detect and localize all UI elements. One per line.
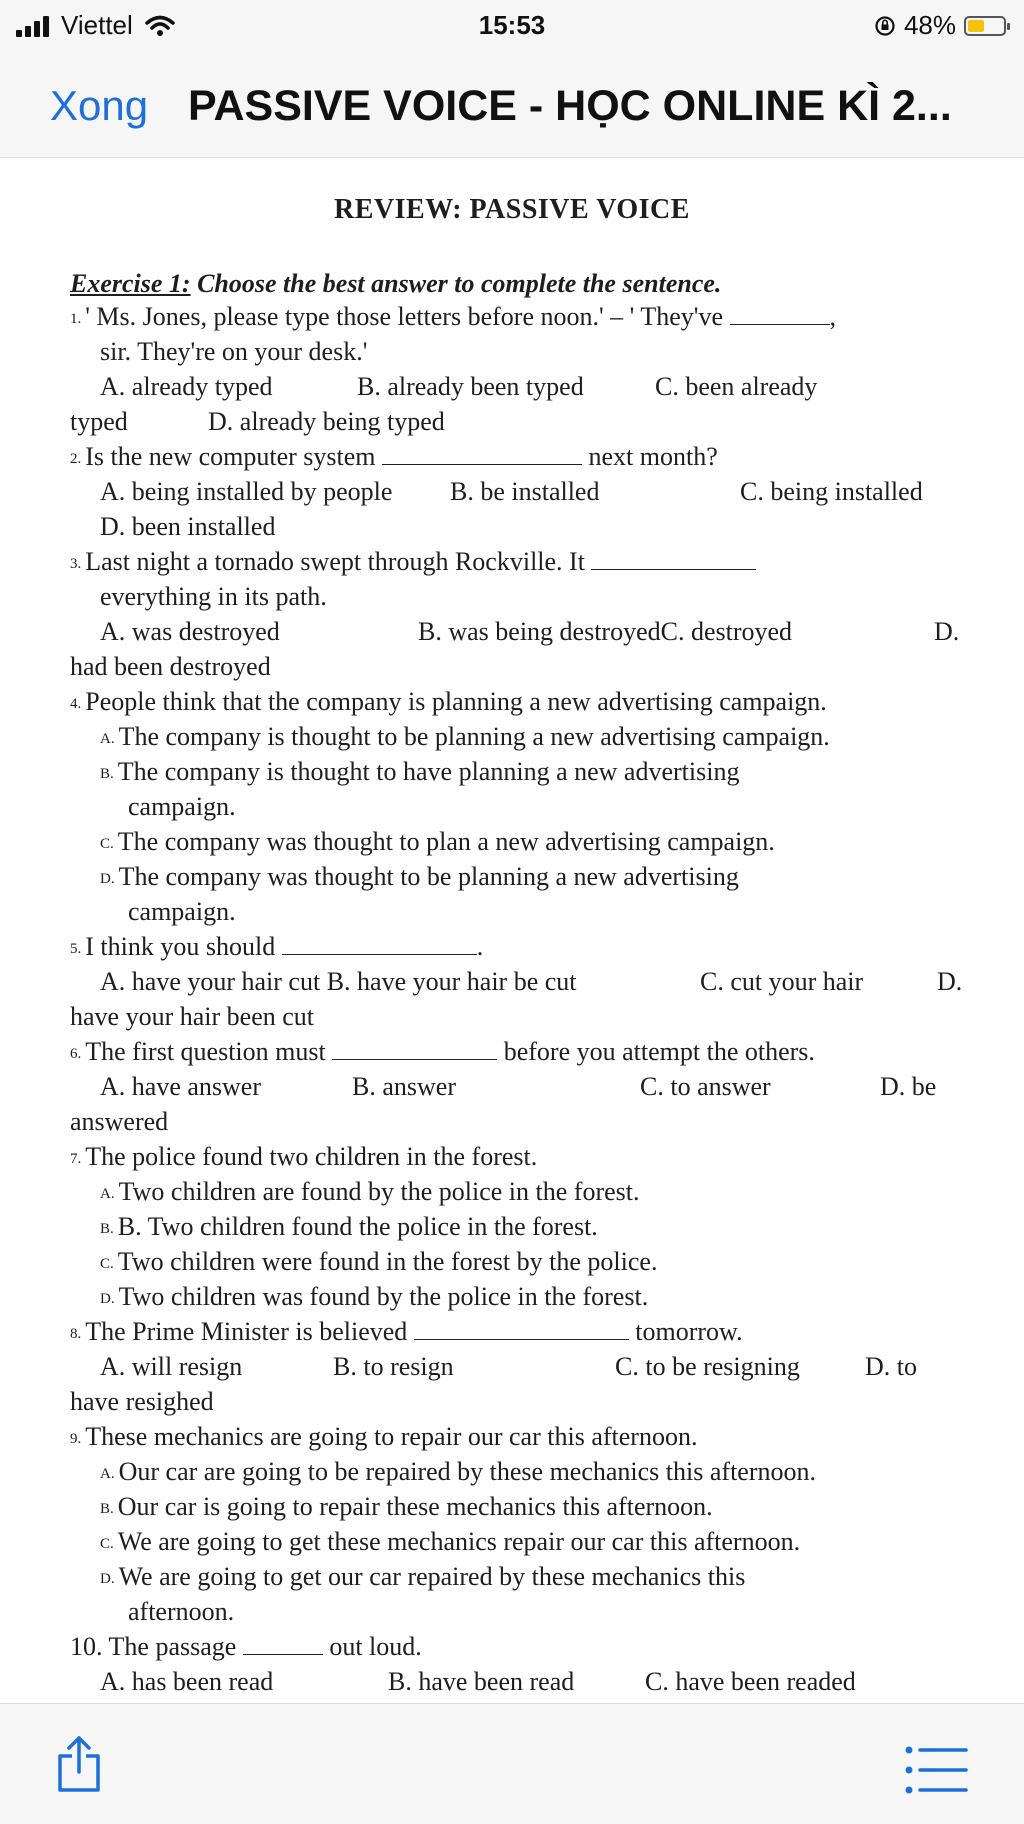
option-d-cont: answered	[70, 1107, 169, 1136]
question-8	[70, 1316, 743, 1350]
option-text: Two children were found in the forest by the police.	[117, 1247, 658, 1276]
option-c: C. have been readed	[645, 1667, 856, 1696]
option-c: C. being installed	[740, 477, 923, 506]
option-text: The company is thought to be planning a new advertising campaign.	[118, 722, 830, 751]
clock: 15:53	[478, 10, 546, 40]
option-b: B. have been read	[388, 1667, 575, 1696]
option-d	[100, 861, 739, 895]
option-d: D.	[937, 967, 963, 996]
question-9	[70, 1421, 697, 1455]
option-a: A. has been read	[100, 1667, 274, 1696]
question-text: These mechanics are going to repair our car this afternoon.	[85, 1422, 698, 1451]
question-number: 8.	[70, 1326, 82, 1343]
answer-blank	[414, 1317, 629, 1340]
option-mark: B.	[100, 1221, 114, 1238]
option-text: The company was thought to be planning a new advertising	[118, 862, 739, 891]
option-mark: D.	[100, 871, 115, 888]
option-c-cont: typed	[70, 407, 128, 436]
question-number: 9.	[70, 1431, 82, 1448]
question-number: 7.	[70, 1151, 82, 1168]
option-d-cont: have resighed	[70, 1387, 214, 1416]
option-mark: C.	[100, 1256, 114, 1273]
option-text: B. Two children found the police in the forest.	[117, 1212, 598, 1241]
question-text-end: next month?	[588, 442, 718, 471]
question-text-end: out loud.	[329, 1632, 422, 1661]
option-a: A. have answer	[100, 1072, 261, 1101]
exercise-text: Choose the best answer to complete the sentence.	[190, 269, 722, 298]
orientation-lock-icon	[874, 15, 896, 37]
question-number: 10.	[70, 1632, 103, 1661]
option-c: C. cut your hair	[700, 967, 864, 996]
option-mark: A.	[100, 731, 115, 748]
question-text: The passage	[108, 1632, 237, 1661]
option-b-cont: campaign.	[128, 792, 236, 821]
question-text: ' Ms. Jones, please type those letters before noon.' – ' They've	[85, 302, 724, 331]
answer-blank	[282, 932, 477, 955]
option-mark: D.	[100, 1291, 115, 1308]
question-text-end: ,	[829, 302, 837, 331]
question-text: The police found two children in the forest.	[85, 1142, 538, 1171]
option-c: C. to be resigning	[615, 1352, 800, 1381]
question-number: 3.	[70, 556, 82, 573]
option-a	[100, 1456, 816, 1490]
option-d	[100, 1281, 648, 1315]
exercise-label: Exercise 1:	[70, 269, 191, 298]
option-mark: C.	[100, 1536, 114, 1553]
option-mark: A.	[100, 1186, 115, 1203]
option-text: Two children was found by the police in the forest.	[118, 1282, 649, 1311]
option-b-c: B. was being destroyedC. destroyed	[418, 617, 793, 646]
question-3-cont: everything in its path.	[100, 582, 327, 611]
option-mark: B.	[100, 1501, 114, 1518]
done-button[interactable]: Xong	[50, 82, 149, 129]
option-text: The company is thought to have planning a new advertising	[117, 757, 740, 786]
battery-icon	[964, 16, 1006, 36]
option-b: B. answer	[352, 1072, 456, 1101]
answer-blank	[332, 1037, 497, 1060]
question-10	[70, 1631, 422, 1663]
answer-blank	[243, 1632, 323, 1655]
question-5	[70, 931, 483, 965]
option-a: A. will resign	[100, 1352, 243, 1381]
question-number: 2.	[70, 451, 82, 468]
option-c: C. to answer	[640, 1072, 771, 1101]
question-4	[70, 686, 827, 720]
question-text: Is the new computer system	[85, 442, 376, 471]
carrier-name: Viettel	[61, 10, 133, 40]
battery-fill	[968, 20, 984, 32]
bottom-toolbar	[0, 1703, 1024, 1824]
option-c: C. been already	[655, 372, 818, 401]
question-number: 5.	[70, 941, 82, 958]
answer-blank	[382, 442, 582, 465]
question-number: 1.	[70, 311, 82, 328]
share-icon[interactable]	[54, 1734, 104, 1794]
option-b: B. already been typed	[357, 372, 584, 401]
navigation-bar	[0, 52, 1024, 158]
document-view[interactable]	[0, 158, 1024, 1703]
option-d-cont: had been destroyed	[70, 652, 271, 681]
option-a: A. being installed by people	[100, 477, 393, 506]
option-mark: A.	[100, 1466, 115, 1483]
option-a	[100, 1176, 640, 1210]
option-text: Our car is going to repair these mechanics this afternoon.	[117, 1492, 713, 1521]
question-text: Last night a tornado swept through Rockville. It	[85, 547, 585, 576]
option-text: We are going to get our car repaired by these mechanics this	[118, 1562, 746, 1591]
answer-blank	[591, 547, 756, 570]
option-d-cont: campaign.	[128, 897, 236, 926]
option-text: Two children are found by the police in the forest.	[118, 1177, 640, 1206]
question-2	[70, 441, 718, 475]
question-6	[70, 1036, 815, 1070]
option-a: A. already typed	[100, 372, 273, 401]
question-text: People think that the company is planning a new advertising campaign.	[85, 687, 827, 716]
option-a	[100, 721, 830, 755]
option-b	[100, 756, 739, 790]
list-icon[interactable]	[904, 1744, 968, 1796]
option-a-b: A. have your hair cut B. have your hair be cut	[100, 967, 577, 996]
option-b	[100, 1211, 598, 1245]
option-c	[100, 826, 775, 860]
answer-blank	[730, 302, 830, 325]
option-text: We are going to get these mechanics repair our car this afternoon.	[117, 1527, 801, 1556]
question-text-end: .	[476, 932, 484, 961]
option-c	[100, 1246, 657, 1280]
document-title: PASSIVE VOICE - HỌC ONLINE KÌ 2...	[188, 82, 952, 130]
option-d	[100, 1561, 745, 1595]
question-3	[70, 546, 756, 580]
option-mark: B.	[100, 766, 114, 783]
option-d-cont: have your hair been cut	[70, 1002, 315, 1031]
doc-heading: REVIEW: PASSIVE VOICE	[334, 194, 690, 225]
question-text: I think you should	[85, 932, 276, 961]
option-d-cont: afternoon.	[128, 1597, 235, 1626]
question-1-cont: sir. They're on your desk.'	[100, 337, 368, 366]
option-mark: D.	[100, 1571, 115, 1588]
option-c	[100, 1526, 800, 1560]
option-b: B. to resign	[333, 1352, 454, 1381]
question-7	[70, 1141, 537, 1175]
option-text: Our car are going to be repaired by these mechanics this afternoon.	[118, 1457, 816, 1486]
option-mark: C.	[100, 836, 114, 853]
status-bar	[0, 0, 1024, 52]
option-text: The company was thought to plan a new advertising campaign.	[117, 827, 775, 856]
exercise-instruction	[70, 268, 721, 300]
question-text-end: before you attempt the others.	[503, 1037, 815, 1066]
question-text-end: tomorrow.	[635, 1317, 743, 1346]
option-d: D. been installed	[100, 512, 276, 541]
option-b: B. be installed	[450, 477, 600, 506]
option-b	[100, 1491, 713, 1525]
question-text: The Prime Minister is believed	[85, 1317, 408, 1346]
option-d: D.	[934, 617, 960, 646]
option-a: A. was destroyed	[100, 617, 280, 646]
question-number: 4.	[70, 696, 82, 713]
question-1	[70, 301, 836, 335]
option-d: D. already being typed	[208, 407, 445, 436]
option-d: D. be	[880, 1072, 937, 1101]
option-d: D. to	[865, 1352, 917, 1381]
battery-percent: 48%	[903, 10, 956, 40]
question-text: The first question must	[85, 1037, 326, 1066]
status-right	[874, 10, 1006, 41]
question-number: 6.	[70, 1046, 82, 1063]
